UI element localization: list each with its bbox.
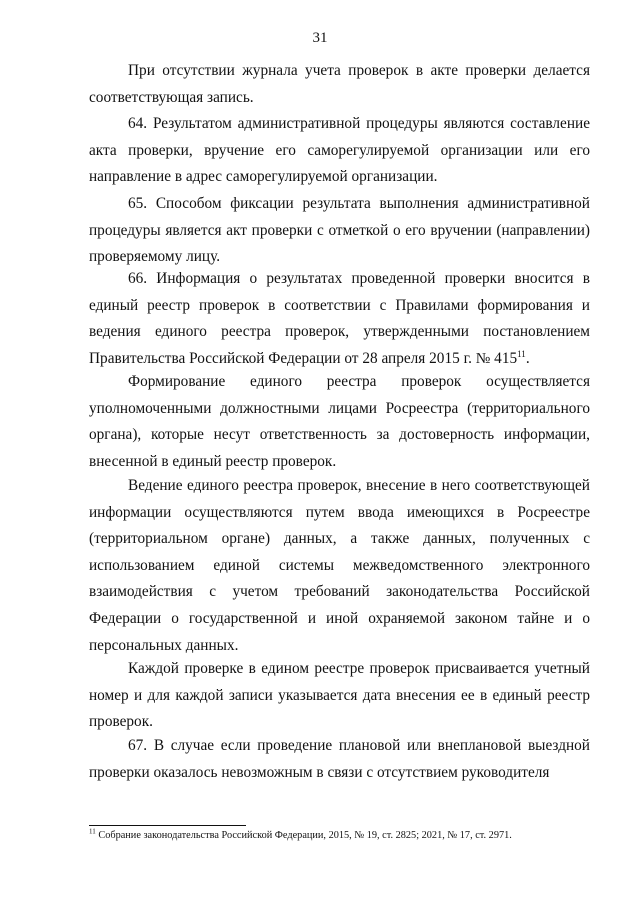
paragraph-journal-absence: При отсутствии журнала учета проверок в акте проверки делается соответствующая запись. xyxy=(89,62,590,106)
paragraph-66-text: 66. Информация о результатах проведенной проверки вносится в единый реестр проверок в соответствии с Правилами формирования и ведения единого реестра проверок, утвержденными постановлением Правительства Российской Федерации от 28 апреля 2015 г. № 415 xyxy=(89,270,590,367)
paragraph-registry-formation: Формирование единого реестра проверок осуществляется уполномоченными должностными лицами Росреестра (территориального органа), которые несут ответственность за достоверность информации, внесенной в единый реестр проверок. xyxy=(89,373,590,470)
paragraph-64: 64. Результатом административной процедуры являются составление акта проверки, вручение его саморегулируемой организации или его направление в адрес саморегулируемой организации. xyxy=(89,115,590,186)
footnote-divider xyxy=(89,825,246,826)
footnote-reference: 11 xyxy=(517,348,526,359)
footnote xyxy=(89,829,590,842)
page-number: 31 xyxy=(312,30,328,46)
paragraph-65: 65. Способом фиксации результата выполнения административной процедуры является акт проверки с отметкой о его вручении (направлении) проверяемому лицу. xyxy=(89,195,590,266)
paragraph-67: 67. В случае если проведение плановой или внеплановой выездной проверки оказалось невозможным в связи с отсутствием руководителя xyxy=(89,737,590,781)
footnote-mark: 11 xyxy=(89,827,96,836)
paragraph-registry-number: Каждой проверке в едином реестре проверок присваивается учетный номер и для каждой записи указывается дата внесения ее в единый реестр проверок. xyxy=(89,660,590,731)
footnote-text: Собрание законодательства Российской Федерации, 2015, № 19, ст. 2825; 2021, № 17, ст. 2971. xyxy=(95,830,512,841)
paragraph-66 xyxy=(89,266,590,372)
paragraph-66-end: . xyxy=(525,349,530,367)
paragraph-registry-maintenance: Ведение единого реестра проверок, внесение в него соответствующей информации осуществляются путем ввода имеющихся в Росреестре (территориальном органе) данных, а также данных, полученных с использованием единой системы межведомственного электронного взаимодействия с учетом требований законодательства Российской Федерации о государственной и иной охраняемой законом тайне и о персональных данных. xyxy=(89,477,590,654)
